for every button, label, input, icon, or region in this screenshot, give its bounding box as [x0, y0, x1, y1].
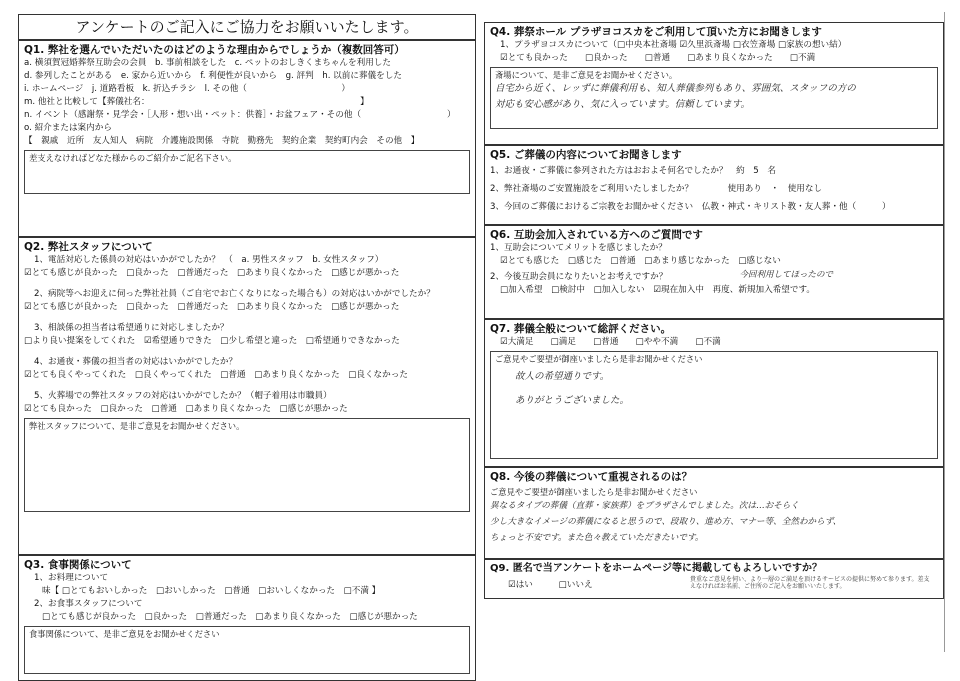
q8-box-label: ご意見やご要望が御座いましたら是非お聞かせください: [490, 487, 698, 497]
q5-s1: 1、お通夜・ご葬儀に参列された方はおおよそ何名でしたか？ 約 5 名: [490, 166, 776, 176]
q3-comment-box: [24, 626, 470, 674]
q6-handwritten-note: 今回利用してほったので: [739, 270, 833, 280]
q2-s4-options: ☑とても良くやってくれた □良くやってくれた □普通 □あまり良くなかった □良くなかった: [24, 370, 408, 380]
q2-s5-options: ☑とても良かった □良かった □普通 □あまり良くなかった □感じが悪かった: [24, 404, 348, 414]
q8-comment-box: [490, 486, 938, 556]
q2-heading: Q2. 弊社スタッフについて: [24, 241, 153, 253]
q3-s2: 2、お食事スタッフについて: [34, 599, 143, 609]
q9-section: [484, 559, 944, 599]
q2-section: [18, 237, 476, 555]
left-column: [18, 14, 476, 639]
q6-s1-options: ☑とても感じた □感じた □普通 □あまり感じなかった □感じない: [500, 256, 781, 266]
q1-box-label: 差支えなければどなた様からのご紹介かご記名下さい。: [29, 153, 237, 163]
q1-line5: n. イベント（感謝祭・見学会・［人形・想い出・ペット：供養］・お盆フェア・その他（ ）: [24, 110, 456, 120]
q2-s1: 1、電話対応した係員の対応はいかがでしたか？ （ a. 男性スタッフ b. 女性スタッフ）: [34, 255, 384, 265]
q9-note: 貴重なご意見を伺い、より一層のご満足を頂けるサービスの提供に努めて参ります。差支えなければお名前、ご住所のご記入をお願いいたします。: [690, 576, 930, 590]
q4-handwriting-1: 自宅から近く、レッずに葬儀利用も、知人葬儀参列もあり、雰囲気、スタッフの方の: [495, 83, 856, 94]
q3-heading: Q3. 食事関係について: [24, 559, 132, 571]
q3-s2-options: □とても感じが良かった □良かった □普通だった □あまり良くなかった □感じが悪かった: [42, 612, 418, 622]
q4-s1-options: ☑とても良かった □良かった □普通 □あまり良くなかった □不満: [500, 53, 816, 63]
q3-s1-options: 味【 □とてもおいしかった □おいしかった □普通 □おいしくなかった □不満 】: [42, 586, 381, 596]
q8-handwriting-3: ちょっと不安です。また色々教えていただきたいです。: [490, 533, 704, 543]
q2-box-label: 弊社スタッフについて、是非ご意見をお聞かせください。: [29, 421, 245, 431]
q1-heading: Q1. 弊社を選んでいただいたのはどのような理由からでしょうか（複数回答可）: [24, 44, 405, 56]
q6-s2-options: □加入希望 □検討中 □加入しない ☑現在加入中 再度、新規加入希望です。: [500, 285, 815, 295]
q5-s2: 2、弊社斎場のご安置施設をご利用いたしましたか？ 使用あり ・ 使用なし: [490, 184, 823, 194]
q2-comment-box: [24, 418, 470, 512]
q8-handwriting-2: 少し大きなイメージの葬儀になると思うので、段取り、進め方、マナー等、全然わからず、: [490, 517, 842, 527]
q2-s2: 2、病院等へお迎えに伺った弊社社員（ご自宅でお亡くなりになった場合も）の対応はいかがでしたか？: [34, 289, 435, 299]
q6-heading: Q6. 互助会加入されている方へのご質問です: [490, 229, 703, 241]
q1-section: [18, 40, 476, 237]
q7-section: [484, 319, 944, 467]
q2-s2-options: ☑とても感じが良かった □良かった □普通だった □あまり良くなかった □感じが悪かった: [24, 302, 400, 312]
q1-line3: i. ホームページ j. 道路看板 k. 折込チラシ l. その他（ ）: [24, 84, 351, 94]
q6-section: [484, 225, 944, 319]
q2-s1-options: ☑とても感じが良かった □良かった □普通だった □あまり良くなかった □感じが悪かった: [24, 268, 400, 278]
q2-s4: 4、お通夜・葬儀の担当者の対応はいかがでしたか？: [34, 357, 238, 367]
q8-handwriting-1: 異なるタイプの葬儀（直葬・家族葬）をプラザさんでしました。次は…おそらく: [490, 501, 799, 511]
q7-handwriting-1: 故人の希望通りです。: [515, 371, 610, 382]
q9-row: [490, 576, 938, 594]
q4-heading: Q4. 葬祭ホール プラザヨコスカをご利用して頂いた方にお聞きします: [490, 26, 822, 38]
q1-line4: m. 他社と比較して【葬儀社名： 】: [24, 97, 369, 107]
q8-heading: Q8. 今後の葬儀について重視されるのは？: [490, 471, 693, 483]
page-title: アンケートのご記入にご協力をお願いいたします。: [18, 14, 476, 40]
edge-line: [944, 12, 945, 652]
q3-box-label: 食事関係について、是非ご意見をお聞かせください: [29, 629, 220, 639]
q4-s1: 1、プラザヨコスカについて（□中央本社斎場 ☑久里浜斎場 □衣笠斎場 □家族の想い結）: [500, 40, 847, 50]
q1-line6: o. 紹介または案内から: [24, 123, 112, 133]
q2-s3: 3、相談係の担当者は希望通りに対応しましたか？: [34, 323, 229, 333]
q6-s1: 1、互助会についてメリットを感じましたか？: [490, 243, 667, 253]
q7-box-label: ご意見やご要望が御座いましたら是非お聞かせください: [495, 354, 703, 364]
q2-s5: 5、火葬場での弊社スタッフの対応はいかがでしたか？（帽子着用は市職員）: [34, 391, 332, 401]
q3-s1: 1、お料理について: [34, 573, 109, 583]
q5-heading: Q5. ご葬儀の内容についてお聞きします: [490, 149, 682, 161]
q9-options: ☑はい □いいえ: [508, 580, 593, 590]
q4-comment-box: [490, 67, 938, 129]
q1-line1: a. 横須賀冠婚葬祭互助会の会員 b. 事前相談をした c. ペットのおしきくまちゃんを利用した: [24, 58, 391, 68]
q7-handwriting-2: ありがとうございました。: [515, 395, 630, 406]
q1-comment-box: [24, 150, 470, 194]
q4-handwriting-2: 対応も安心感があり、気に入っています。信頼しています。: [495, 99, 750, 110]
q8-section: [484, 467, 944, 559]
q5-s3: 3、今回のご葬儀におけるご宗教をお聞かせください 仏教・神式・キリスト教・友人葬・他（ ）: [490, 202, 891, 212]
q9-heading: Q9. 匿名で当アンケートをホームページ等に掲載してもよろしいですか？: [490, 563, 822, 574]
q6-s2: 2、今後互助会員になりたいとお考えですか？: [490, 272, 668, 282]
q7-comment-box: [490, 351, 938, 459]
q5-section: [484, 145, 944, 225]
q7-options: ☑大満足 □満足 □普通 □やや不満 □不満: [500, 337, 721, 347]
q3-section: [18, 555, 476, 681]
q4-section: [484, 22, 944, 145]
q4-box-label: 斎場について、是非ご意見をお聞かせください。: [495, 70, 678, 80]
q1-line7: 【 親戚 近所 友人知人 病院 介護施設関係 寺院 勤務先 契約企業 契約町内会 その他 】: [24, 136, 420, 146]
q2-s3-options: □より良い提案をしてくれた ☑希望通りできた □少し希望と違った □希望通りできなかった: [24, 336, 400, 346]
q1-line2: d. 参列したことがある e. 家から近いから f. 利便性が良いから g. 評判 h. 以前に葬儀をした: [24, 71, 402, 81]
q7-heading: Q7. 葬儀全般について総評ください。: [490, 323, 672, 335]
